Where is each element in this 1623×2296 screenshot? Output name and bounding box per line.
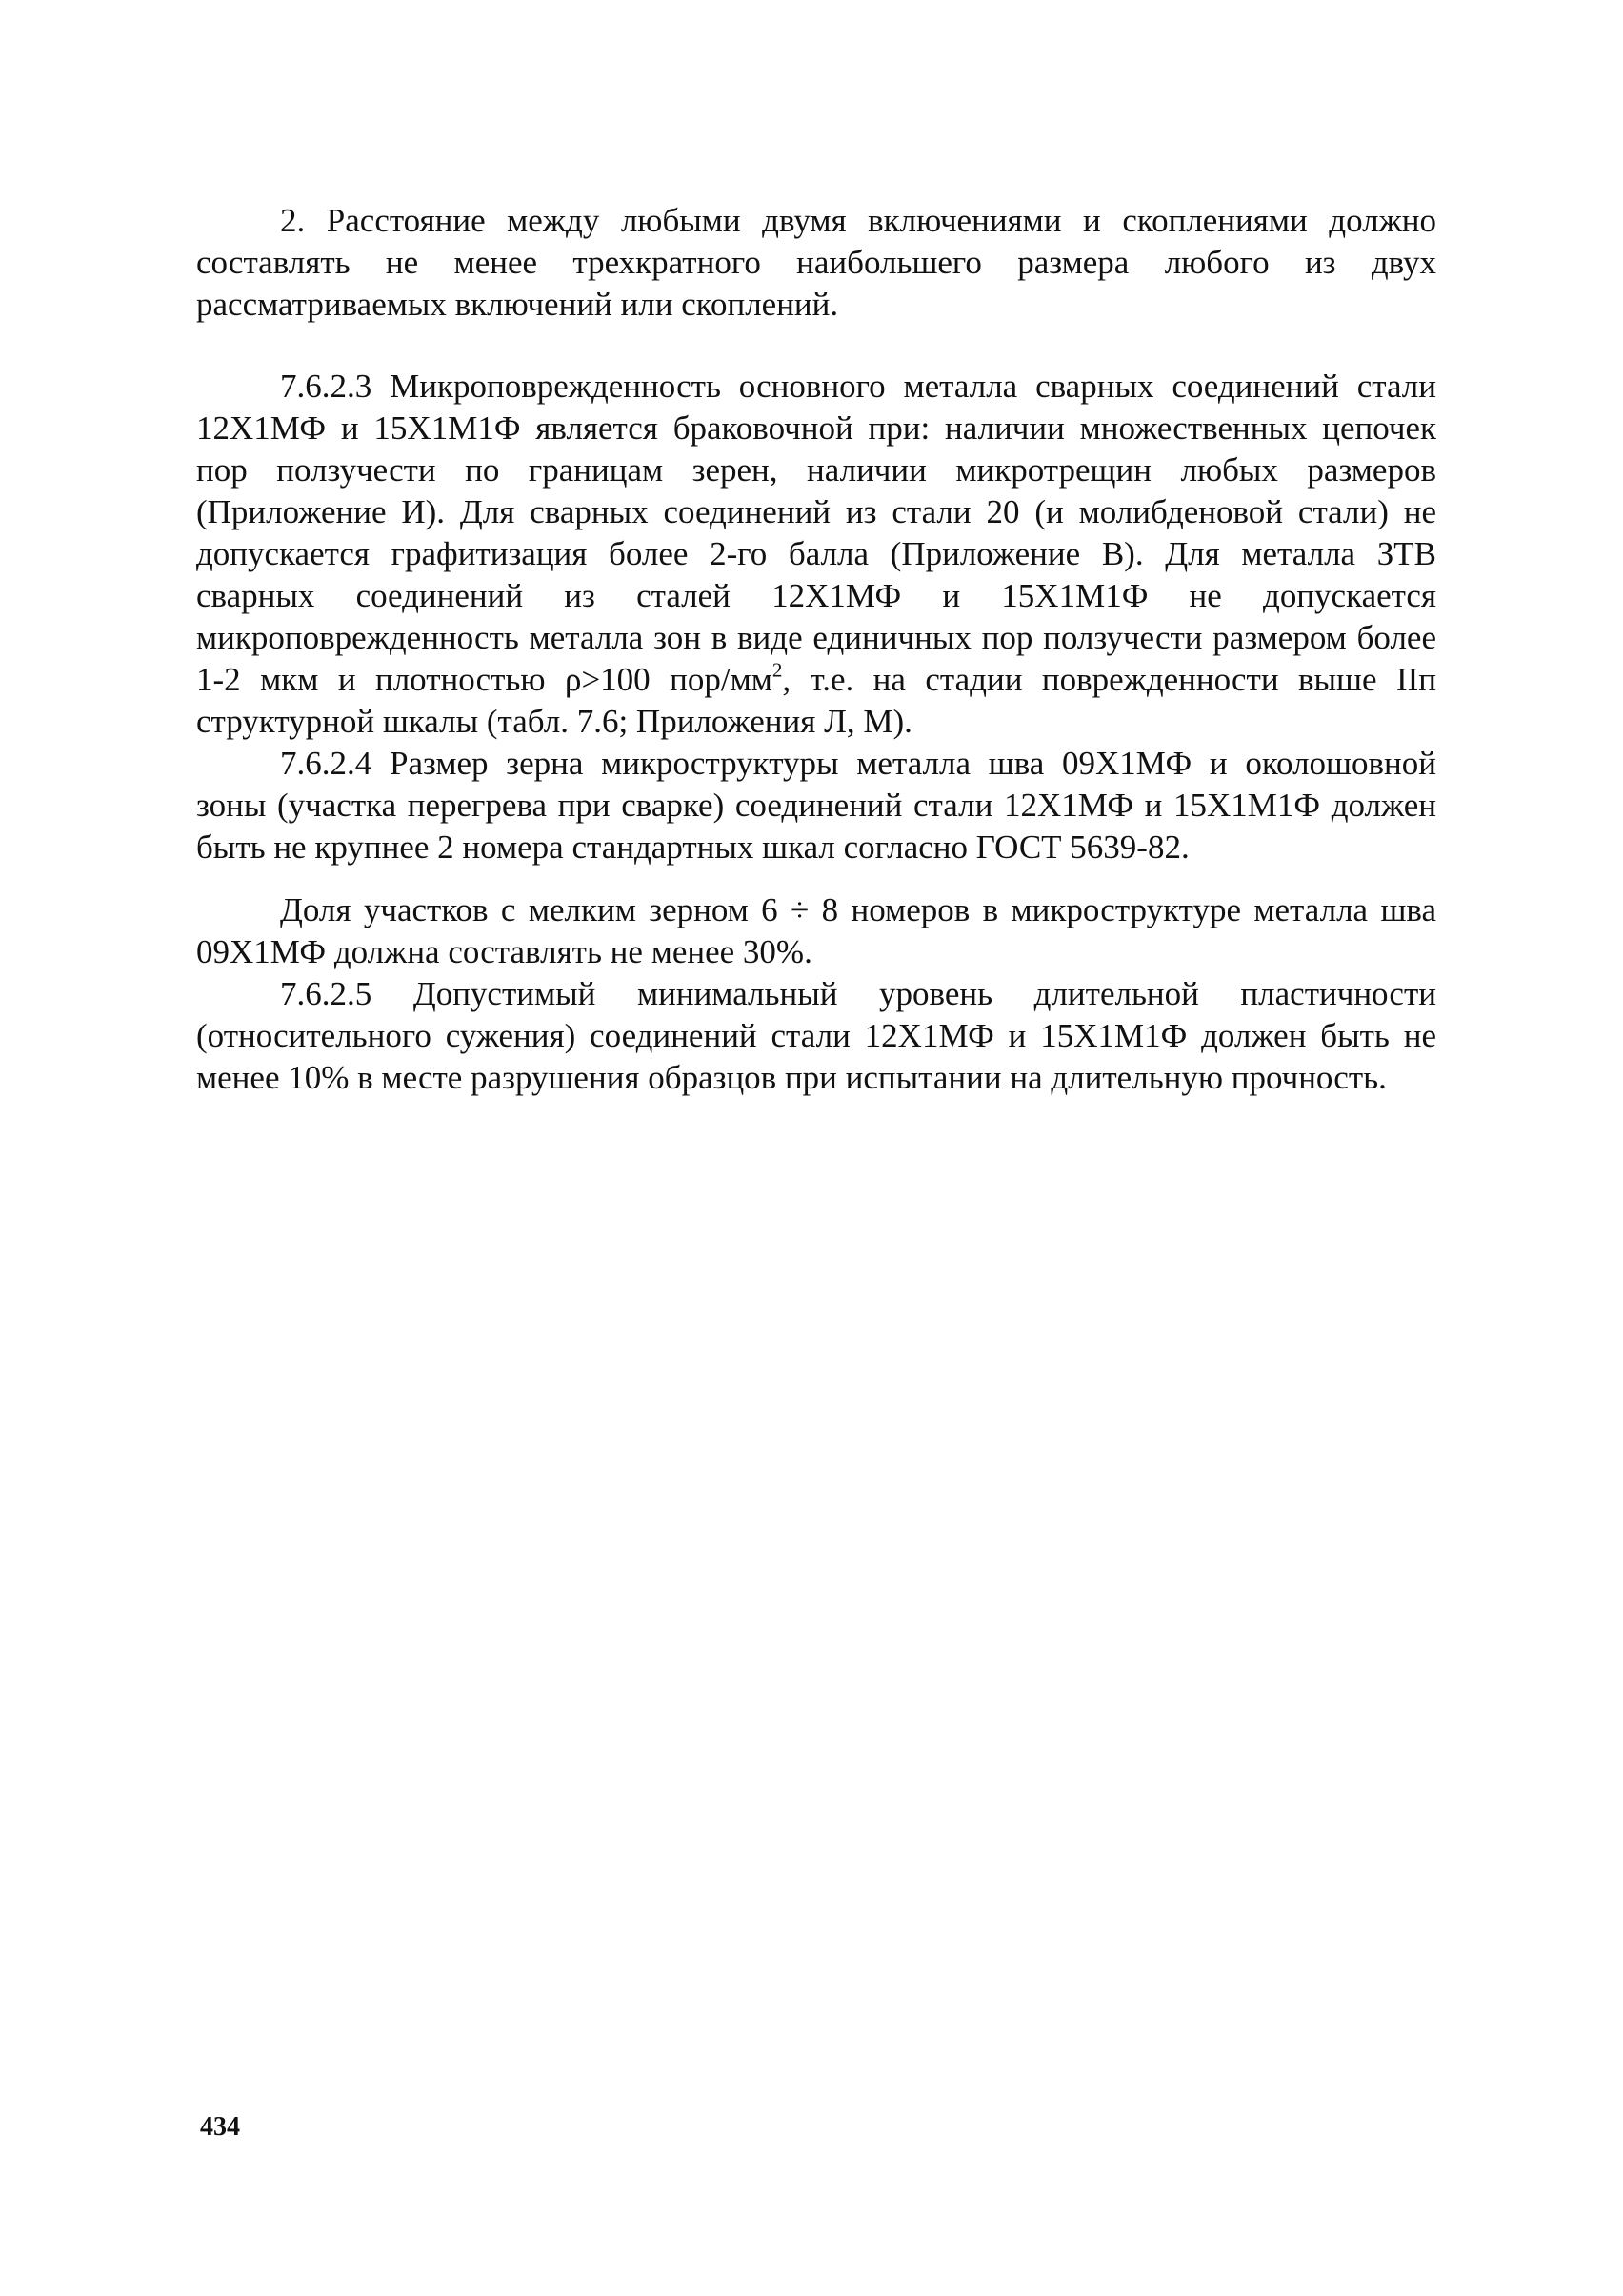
- paragraph-7-6-2-3-main: 7.6.2.3 Микроповрежденность основного металла сварных соединений стали 12Х1МФ и 15Х1М1Ф является браковочной при: наличии множественных цепочек пор ползучести по границам зерен, наличии микротрещин любых размеров (Приложение И). Для сварных соединений из стали 20 (и молибденовой стали) не допускается графитизация более 2-го балла (Приложение В). Для металла ЗТВ сварных соединений из сталей 12Х1МФ и 15Х1М1Ф не допускается микроповрежденность металла зон в виде единичных пор ползучести размером более 1-2 мкм и плотностью ρ>100 пор/мм: [196, 368, 1436, 698]
- superscript-square: 2: [771, 658, 783, 682]
- paragraph-7-6-2-5: 7.6.2.5 Допустимый минимальный уровень длительной пластичности (относительного сужения) соединений стали 12Х1МФ и 15Х1М1Ф должен быть не менее 10% в месте разрушения образцов при испытании на длительную прочность.: [196, 975, 1436, 1096]
- body-text: [196, 200, 1436, 1099]
- paragraph-7-6-2-3: [196, 366, 1436, 743]
- paragraph-7-6-2-4: 7.6.2.4 Размер зерна микроструктуры металла шва 09Х1МФ и околошовной зоны (участка перегрева при сварке) соединений стали 12Х1МФ и 15Х1М1Ф должен быть не крупнее 2 номера стандартных шкал согласно ГОСТ 5639-82.: [196, 745, 1436, 866]
- page-number: 434: [200, 2112, 240, 2142]
- paragraph-fine-grain-share: Доля участков с мелким зерном 6 ÷ 8 номеров в микроструктуре металла шва 09Х1МФ должна составлять не менее 30%.: [196, 891, 1436, 970]
- paragraph-7-6-2-3-tail: , т.е. на стадии поврежденности выше IIп структурной шкалы (табл. 7.6; Приложения Л, М).: [196, 661, 1436, 740]
- paragraph-distance-between-inclusions: 2. Расстояние между любыми двумя включениями и скоплениями должно составлять не менее трехкратного наибольшего размера любого из двух рассматриваемых включений или скоплений.: [196, 202, 1436, 323]
